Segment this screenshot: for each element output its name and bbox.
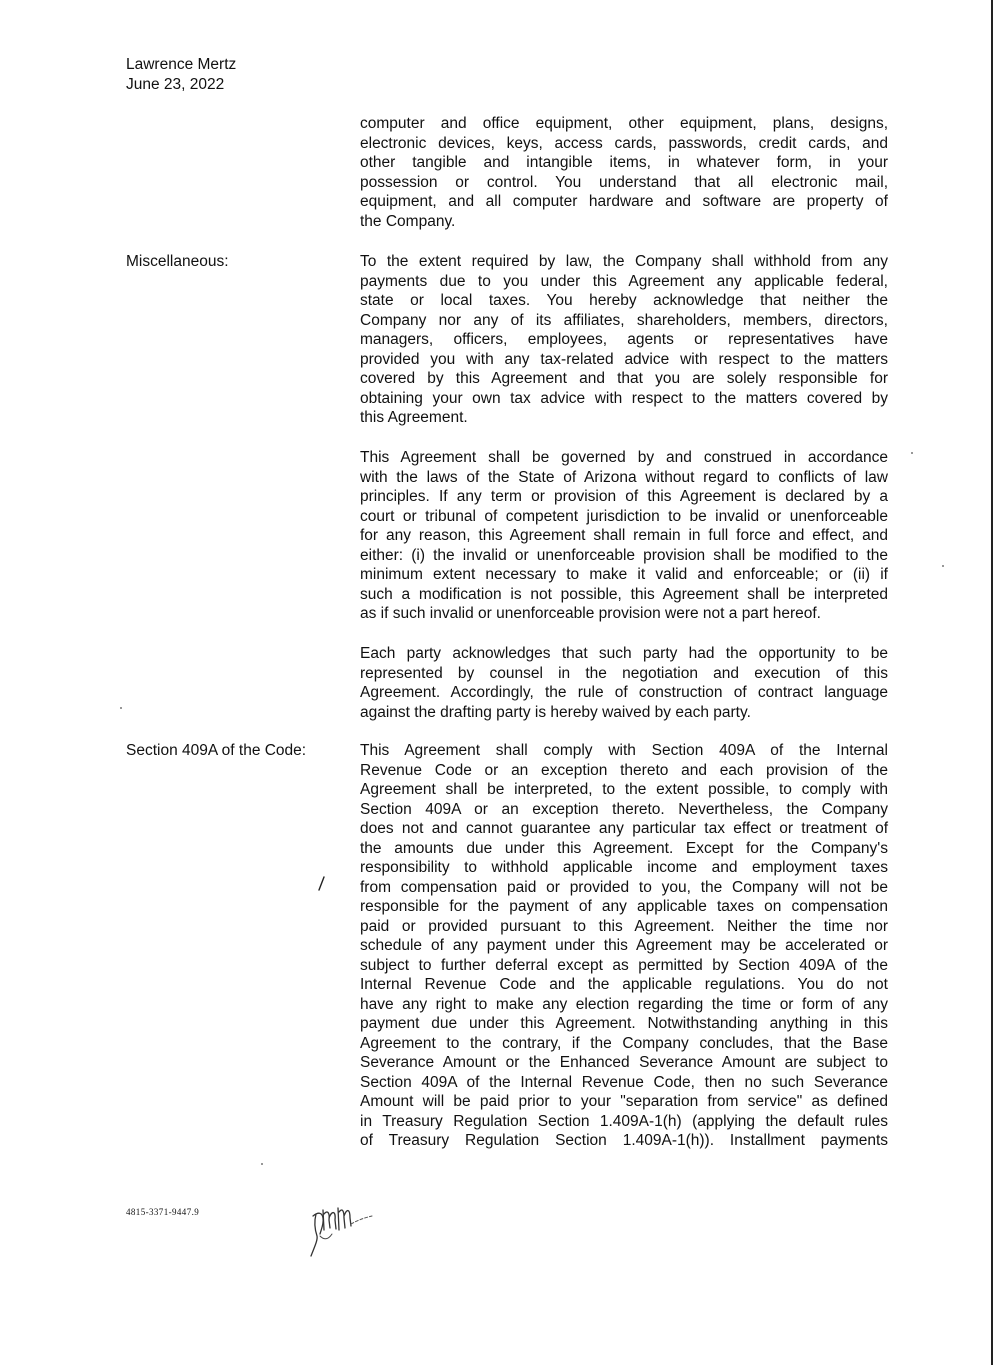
paragraph-line: covered by this Agreement and that you are solely responsible for <box>360 370 888 387</box>
paragraph-line: Company nor any of its affiliates, shareholders, members, directors, <box>360 311 888 329</box>
paragraph-line: Section 409A of the Internal Revenue Code, then no such Severance <box>360 1073 888 1091</box>
paragraph-line: in Treasury Regulation Section 1.409A-1(h) (applying the default rules <box>360 1112 888 1130</box>
miscellaneous-paragraph-3 <box>360 644 888 722</box>
paragraph-line: minimum extent necessary to make it valid and enforceable; or (ii) if <box>360 566 888 583</box>
paragraph-line: Severance Amount or the Enhanced Severance Amount are subject to <box>360 1054 888 1071</box>
paragraph-line: have any right to make any election regarding the time or form of any <box>360 995 888 1013</box>
paragraph-line: Agreement. Accordingly, the rule of construction of contract language <box>360 684 888 701</box>
paragraph-line: Agreement shall be interpreted, to the extent possible, to comply with <box>360 781 888 798</box>
pen-mark <box>316 876 326 892</box>
paragraph-line: Agreement to the contrary, if the Company concludes, that the Base <box>360 1034 888 1052</box>
paragraph-line: paid or provided pursuant to this Agreement. Neither the time nor <box>360 917 888 935</box>
paragraph-line: for any reason, this Agreement shall remain in full force and effect, and <box>360 527 888 544</box>
paragraph-line: such a modification is not possible, this Agreement shall be interpreted <box>360 585 888 603</box>
paragraph-line: state or local taxes. You hereby acknowledge that neither the <box>360 292 888 309</box>
recipient-name: Lawrence Mertz <box>126 56 237 73</box>
section-label-409a: Section 409A of the Code: <box>126 742 307 759</box>
paragraph-line: computer and office equipment, other equipment, plans, designs, <box>360 115 888 132</box>
handwritten-initials <box>306 1196 380 1262</box>
paragraph-line: as if such invalid or unenforceable provision were not a part hereof. <box>360 605 821 622</box>
letter-date: June 23, 2022 <box>126 75 225 93</box>
paragraph-line: To the extent required by law, the Company shall withhold from any <box>360 253 888 270</box>
paragraph-line: provided you with any tax-related advice with respect to the matters <box>360 350 888 368</box>
scan-speck <box>261 1163 263 1165</box>
paragraph-line: responsible for the payment of any applicable taxes on compensation <box>360 898 888 915</box>
paragraph-line: Each party acknowledges that such party had the opportunity to be <box>360 645 888 662</box>
scan-speck <box>120 707 122 709</box>
scan-speck <box>911 452 913 454</box>
paragraph-line: managers, officers, employees, agents or representatives have <box>360 331 888 348</box>
paragraph-line: court or tribunal of competent jurisdiction to be invalid or unenforceable <box>360 507 888 525</box>
paragraph-line: obtaining your own tax advice with respect to the matters covered by <box>360 389 888 407</box>
paragraph-line: schedule of any payment under this Agreement may be accelerated or <box>360 937 888 954</box>
paragraph-line: Section 409A or an exception thereto. Nevertheless, the Company <box>360 800 888 818</box>
paragraph-line: does not and cannot guarantee any particular tax effect or treatment of <box>360 820 888 837</box>
paragraph-line: the Company. <box>360 212 456 230</box>
paragraph-line: of Treasury Regulation Section 1.409A-1(h)). Installment payments <box>360 1132 888 1149</box>
paragraph-line: from compensation paid or provided to you, the Company will not be <box>360 878 888 896</box>
paragraph-line: equipment, and all computer hardware and software are property of <box>360 193 888 210</box>
paragraph-line: responsibility to withhold applicable income and employment taxes <box>360 859 888 876</box>
paragraph-line: This Agreement shall comply with Section 409A of the Internal <box>360 742 888 759</box>
paragraph-line: against the drafting party is hereby waived by each party. <box>360 703 751 721</box>
paragraph-line: payments due to you under this Agreement any applicable federal, <box>360 272 888 290</box>
paragraph-line: Revenue Code or an exception thereto and each provision of the <box>360 761 888 779</box>
paragraph-line: represented by counsel in the negotiation and execution of this <box>360 664 888 682</box>
paragraph-line: principles. If any term or provision of this Agreement is declared by a <box>360 488 888 505</box>
document-id: 4815-3371-9447.9 <box>126 1207 200 1217</box>
paragraph-line: possession or control. You understand that all electronic mail, <box>360 173 888 191</box>
miscellaneous-paragraph-2 <box>360 448 888 624</box>
paragraph-line: electronic devices, keys, access cards, passwords, credit cards, and <box>360 134 888 152</box>
paragraph-line: either: (i) the invalid or unenforceable provision shall be modified to the <box>360 546 888 564</box>
paragraph-line: this Agreement. <box>360 409 468 426</box>
paragraph-line: other tangible and intangible items, in whatever form, in your <box>360 154 888 171</box>
paragraph-line: subject to further deferral except as permitted by Section 409A of the <box>360 956 888 974</box>
paragraph-line: Amount will be paid prior to your "separation from service" as defined <box>360 1093 888 1110</box>
section-label-miscellaneous: Miscellaneous: <box>126 253 229 270</box>
paragraph-line: the amounts due under this Agreement. Except for the Company's <box>360 839 888 857</box>
intro-paragraph <box>360 114 888 231</box>
paragraph-line: Internal Revenue Code and the applicable regulations. You do not <box>360 976 888 993</box>
paragraph-line: with the laws of the State of Arizona without regard to conflicts of law <box>360 468 888 486</box>
letter-header <box>126 55 236 94</box>
miscellaneous-paragraph-1 <box>360 252 888 428</box>
scan-speck <box>942 565 944 567</box>
paragraph-line: payment due under this Agreement. Notwithstanding anything in this <box>360 1015 888 1032</box>
paragraph-line: This Agreement shall be governed by and construed in accordance <box>360 449 888 466</box>
section-409a-paragraph <box>360 741 888 1151</box>
